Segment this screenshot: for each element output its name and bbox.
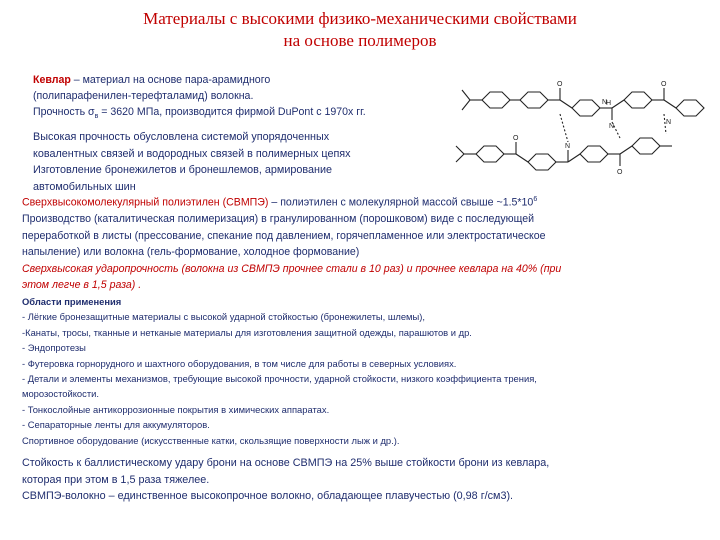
uhmwpe-line-4: напыление) или волокна (гель-формование, холодное формование) xyxy=(22,246,360,259)
uhmwpe-line-3: переработкой в листы (прессование, спекание под давлением, горячепламенное или электростатическое xyxy=(22,229,546,242)
atom-label: N xyxy=(609,123,615,130)
atom-label: O xyxy=(557,81,563,88)
closing-section xyxy=(22,455,702,505)
uhmwpe-section xyxy=(22,192,702,294)
atom-label: O xyxy=(617,169,623,176)
kevlar-structure-diagram xyxy=(452,78,714,198)
uhmwpe-impact-line-2: этом легче в 1,5 раза) . xyxy=(22,279,142,292)
kevlar-line-7: автомобильных шин xyxy=(33,180,136,193)
closing-line-2: которая при этом в 1,5 раза тяжелее. xyxy=(22,473,210,486)
kevlar-strength-sub: в xyxy=(94,113,99,121)
atom-label: O xyxy=(513,135,519,142)
slide-title xyxy=(60,8,660,52)
molecule-bonds xyxy=(456,88,704,170)
closing-line-3: СВМПЭ-волокно – единственное высокопрочное волокно, обладающее плавучестью (0,98 г/см3). xyxy=(22,490,514,503)
kevlar-line-5: ковалентных связей и водородных связей в полимерных цепях xyxy=(33,147,351,160)
list-item: Спортивное оборудование (искусственные катки, скользящие поверхности лыж и др.). xyxy=(22,434,400,446)
atom-label: N xyxy=(666,119,672,126)
uhmwpe-term: Сверхвысокомолекулярный полиэтилен (СВМПЭ) xyxy=(22,196,269,209)
kevlar-strength xyxy=(33,104,453,125)
list-item: морозостойкости. xyxy=(22,388,99,400)
list-item: - Детали и элементы механизмов, требующие высокой прочности, ударной стойкости, низкого коэффициента трения, xyxy=(22,373,537,385)
kevlar-def-line-2: (полипарафенилен-терефталамид) волокна. xyxy=(33,90,254,102)
list-item: - Лёгкие бронезащитные материалы с высокой ударной стойкостью (бронежилеты, шлемы), xyxy=(22,311,425,323)
slide-title-line-1: Материалы с высокими физико-механическими свойствами xyxy=(143,9,577,28)
list-item: -Канаты, тросы, тканные и нетканые материалы для изготовления защитной одежды, парашютов и др. xyxy=(22,326,472,338)
uhmwpe-impact-line-1: Сверхвысокая ударопрочность (волокна из СВМПЭ прочнее стали в 10 раз) и прочнее кевлара на 40% (при xyxy=(22,262,562,275)
atom-label: N xyxy=(565,143,571,150)
kevlar-term: Кевлар xyxy=(33,74,71,86)
atom-label: H xyxy=(606,100,612,107)
uhmwpe-definition xyxy=(22,192,702,211)
kevlar-strength-rest: = 3620 МПа, производится фирмой DuPont с 1970х гг. xyxy=(98,106,366,118)
atom-label: N xyxy=(602,99,608,106)
kevlar-line-4: Высокая прочность обусловлена системой упорядоченных xyxy=(33,131,330,144)
list-item: - Сепараторные ленты для аккумуляторов. xyxy=(22,419,210,431)
uhmwpe-line-2: Производство (каталитическая полимеризация) в гранулированном (порошковом) виде с последующей xyxy=(22,213,535,226)
list-item: - Тонкослойные антикоррозионные покрытия в химических аппаратах. xyxy=(22,403,330,415)
kevlar-definition xyxy=(33,72,453,88)
slide-title-line-2: на основе полимеров xyxy=(283,31,437,50)
uhmwpe-def-sup: 6 xyxy=(533,196,538,203)
kevlar-def-line-1: – материал на основе пара-арамидного xyxy=(70,74,271,86)
uhmwpe-def: – полиэтилен с молекулярной массой свыше ~1.5*10 xyxy=(268,196,534,209)
closing-line-1: Стойкость к баллистическому удару брони на основе СВМПЭ на 25% выше стойкости брони из кевлара, xyxy=(22,457,550,469)
kevlar-line-6: Изготовление бронежилетов и бронешлемов, армирование xyxy=(33,164,333,177)
application-areas xyxy=(22,294,702,448)
kevlar-strength-prefix: Прочность σ xyxy=(33,106,95,118)
kevlar-section xyxy=(33,72,453,195)
atom-label: O xyxy=(661,81,667,88)
application-areas-heading: Области применения xyxy=(22,296,122,307)
list-item: - Эндопротезы xyxy=(22,342,86,354)
list-item: - Футеровка горнорудного и шахтного оборудования, в том числе для работы в северных условиях. xyxy=(22,357,457,369)
kevlar-properties xyxy=(33,129,453,195)
